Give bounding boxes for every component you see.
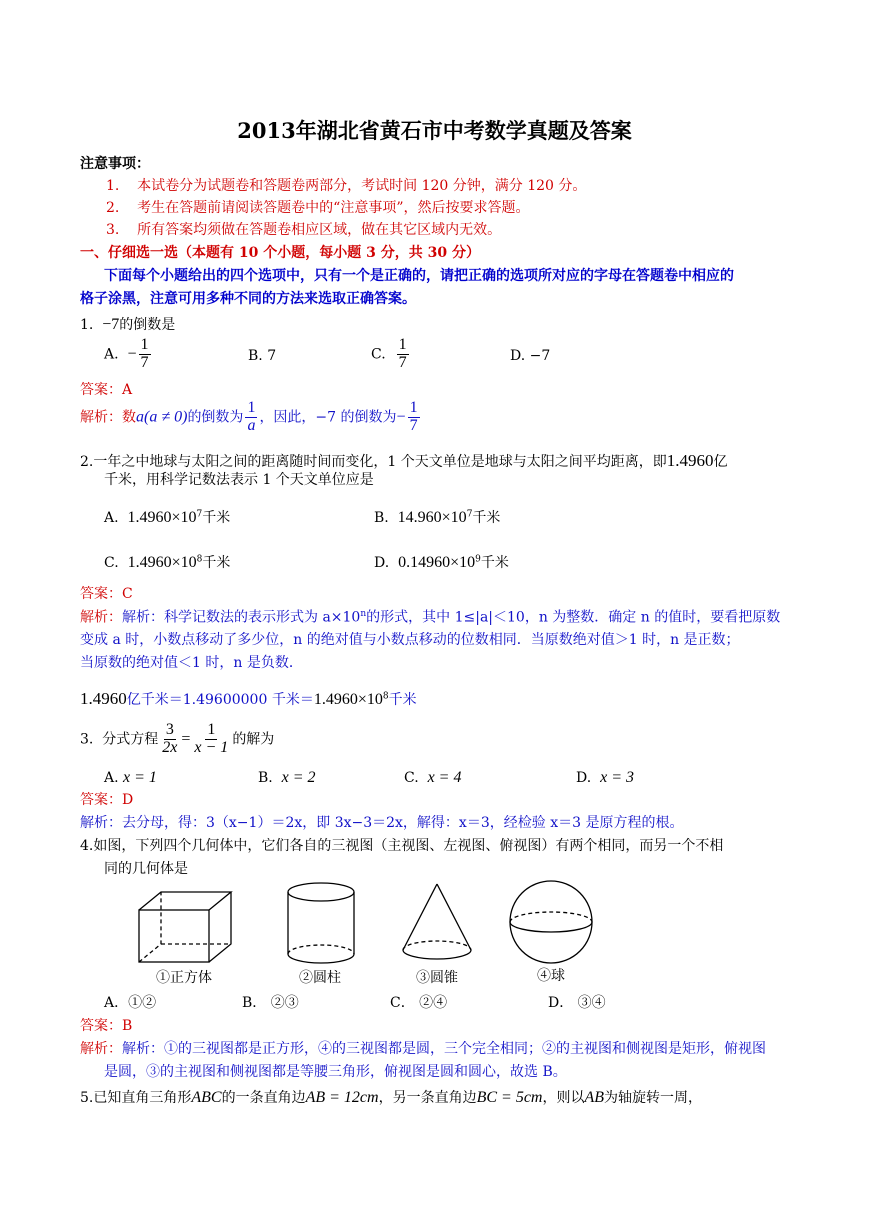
section-instruction-1: 下面每个小题给出的四个选项中，只有一个是正确的，请把正确的选项所对应的字母在答题卷中相应的: [104, 268, 734, 284]
q3-stem: 3. 分式方程 $\frac{3}{2x}$ = $\frac{1}{x - 1}$ 的解为: [80, 721, 275, 756]
q3-option-d: D. x = 3: [576, 769, 634, 786]
q3-option-b: B. x = 2: [258, 769, 316, 786]
q3-option-a: A. x = 1: [104, 769, 157, 786]
q4-explanation-line-2: 是圆，③的主视图和侧视图都是等腰三角形，俯视图是圆和圆心，故选 B。: [104, 1064, 567, 1080]
q2-option-c: C. $1.4960\times 10^8$千米: [104, 554, 231, 571]
q1-explanation: 解析：数a(a ≠ 0)的倒数为 $\frac{1}{a}$ ，因此，−7 的倒数为− $\frac{1}{7}$: [80, 399, 418, 434]
page-title: 2013年湖北省黄石市中考数学真题及答案: [237, 118, 632, 143]
cylinder-figure: [283, 880, 359, 968]
q4-option-a: A．①②: [104, 995, 157, 1011]
q1-option-b: B. 7: [248, 348, 277, 364]
q4-explanation-line-1: 解析：解析：①的三视图都是正方形，④的三视图都是圆，三个完全相同；②的主视图和侧视图是矩形，俯视图: [80, 1041, 766, 1057]
q2-calculation: 1.4960亿千米＝1.49600000 千米$=1.4960\times 10^8$千米: [80, 689, 417, 708]
q1-option-c: C. $\frac{1}{7}$: [371, 336, 407, 371]
q4-stem-line-1: 4.如图，下列四个几何体中，它们各自的三视图（主视图、左视图、俯视图）有两个相同，而另一个不相: [80, 838, 724, 854]
q1-stem: 1. −7的倒数是: [80, 316, 176, 333]
q1-option-d: D. −7: [510, 348, 551, 364]
section-heading: 一、仔细选一选（本题有 10 个小题，每小题 3 分，共 30 分）: [80, 245, 480, 261]
q4-option-b: B． ②③: [242, 995, 299, 1011]
q2-option-a: A. $1.4960\times 10^7$千米: [104, 509, 231, 526]
q3-option-c: C. x = 4: [404, 769, 462, 786]
q2-answer: 答案：C: [80, 586, 133, 602]
q2-explanation-line-1: 解析：解析：科学记数法的表示形式为 $a\times 10^n$的形式，其中 1≤|a|＜10，n 为整数．确定 n 的值时，要看把原数: [80, 609, 781, 626]
q3-explanation: 解析：去分母，得：3（x−1）＝2x，即 3x−3＝2x，解得：x＝3，经检验 x＝3 是原方程的根。: [80, 815, 684, 831]
q4-option-c: C． ②④: [390, 995, 448, 1011]
q2-stem-line-2: 千米，用科学记数法表示 1 个天文单位应是: [104, 472, 374, 488]
cube-figure: [136, 888, 236, 968]
q1-option-a: A. − $\frac{1}{7}$: [104, 336, 149, 371]
q2-option-d: D. $0.14960\times 10^9$千米: [374, 554, 509, 571]
figure-label-cone: ③圆锥: [416, 970, 458, 986]
q4-answer: 答案：B: [80, 1018, 133, 1034]
section-instruction-2: 格子涂黑，注意可用多种不同的方法来选取正确答案。: [80, 291, 416, 307]
figure-label-cube: ①正方体: [156, 970, 212, 986]
q2-stem-line-1: 2.一年之中地球与太阳之间的距离随时间而变化，1 个天文单位是地球与太阳之间平均距离，即1.4960亿: [80, 451, 728, 470]
q1-answer: 答案：A: [80, 382, 133, 398]
notice-item-1: 1. 本试卷分为试题卷和答题卷两部分，考试时间 120 分钟，满分 120 分。: [106, 178, 587, 194]
notice-item-2: 2. 考生在答题前请阅读答题卷中的“注意事项”，然后按要求答题。: [106, 200, 530, 216]
q3-answer: 答案：D: [80, 792, 134, 808]
q4-stem-line-2: 同的几何体是: [104, 861, 188, 877]
q2-option-b: B. $14.960\times 10^7$千米: [374, 509, 501, 526]
notice-heading: 注意事项：: [80, 156, 150, 172]
figure-label-sphere: ④球: [537, 968, 565, 984]
q2-explanation-line-3: 当原数的绝对值＜1 时，n 是负数．: [80, 655, 303, 671]
cone-figure: [397, 880, 477, 968]
q5-stem: 5.已知直角三角形ABC的一条直角边AB = 12cm，另一条直角边BC = 5cm，则以AB为轴旋转一周，: [80, 1089, 703, 1106]
q4-option-d: D． ③④: [548, 995, 606, 1011]
notice-item-3: 3. 所有答案均须做在答题卷相应区域，做在其它区域内无效。: [106, 222, 502, 238]
sphere-figure: [505, 876, 597, 968]
q2-explanation-line-2: 变成 a 时，小数点移动了多少位，n 的绝对值与小数点移动的位数相同．当原数绝对值＞1 时，n 是正数；: [80, 632, 740, 648]
figure-label-cylinder: ②圆柱: [299, 970, 341, 986]
